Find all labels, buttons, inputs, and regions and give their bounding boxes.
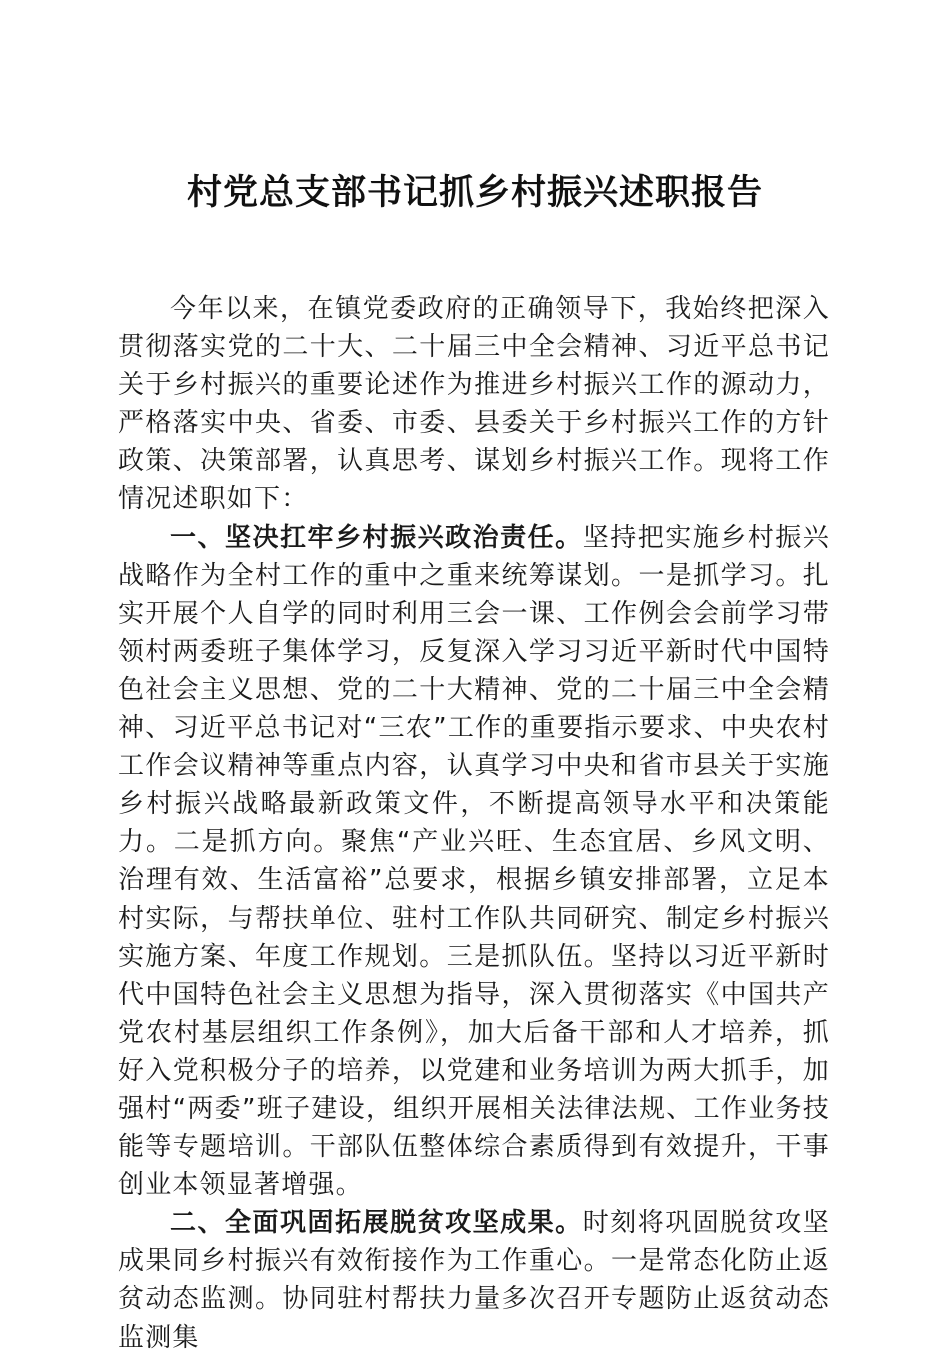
section-1-text: 坚持把实施乡村振兴战略作为全村工作的重中之重来统筹谋划。一是抓学习。扎实开展个人自学的同时利用三会一课、工作例会会前学习带领村两委班子集体学习，反复深入学习习近平新时代中国特色社会主义思想、党的二十大精神、党的二十届三中全会精神、习近平总书记对“三农”工作的重要指示要求、中央农村工作会议精神等重点内容，认真学习中央和省市县关于实施乡村振兴战略最新政策文件，不断提高领导水平和决策能力。二是抓方向。聚焦“产业兴旺、生态宜居、乡风文明、治理有效、生活富裕”总要求，根据乡镇安排部署，立足本村实际，与帮扶单位、驻村工作队共同研究、制定乡村振兴实施方案、年度工作规划。三是抓队伍。坚持以习近平新时代中国特色社会主义思想为指导，深入贯彻落实《中国共产党农村基层组织工作条例》，加大后备干部和人才培养，抓好入党积极分子的培养，以党建和业务培训为两大抓手，加强村“两委”班子建设，组织开展相关法律法规、工作业务技能等专题培训。干部队伍整体综合素质得到有效提升，干事创业本领显著增强。 [118,522,830,1201]
section-2-text: 时刻将巩固脱贫攻坚成果同乡村振兴有效衔接作为工作重心。一是常态化防止返贫动态监测。协同驻村帮扶力量多次召开专题防止返贫动态监测集 [118,1208,830,1353]
intro-paragraph: 今年以来，在镇党委政府的正确领导下，我始终把深入贯彻落实党的二十大、二十届三中全会精神、习近平总书记关于乡村振兴的重要论述作为推进乡村振兴工作的源动力，严格落实中央、省委、市委、县委关于乡村振兴工作的方针政策、决策部署，认真思考、谋划乡村振兴工作。现将工作情况述职如下： [118,294,830,515]
section-2-heading: 二、全面巩固拓展脱贫攻坚成果。 [170,1208,583,1239]
section-1-heading: 一、坚决扛牢乡村振兴政治责任。 [170,522,583,553]
section-2-paragraph [118,1204,830,1356]
document-body [118,290,830,1357]
document-title: 村党总支部书记抓乡村振兴述职报告 [186,172,763,213]
section-1-paragraph [118,519,830,1205]
